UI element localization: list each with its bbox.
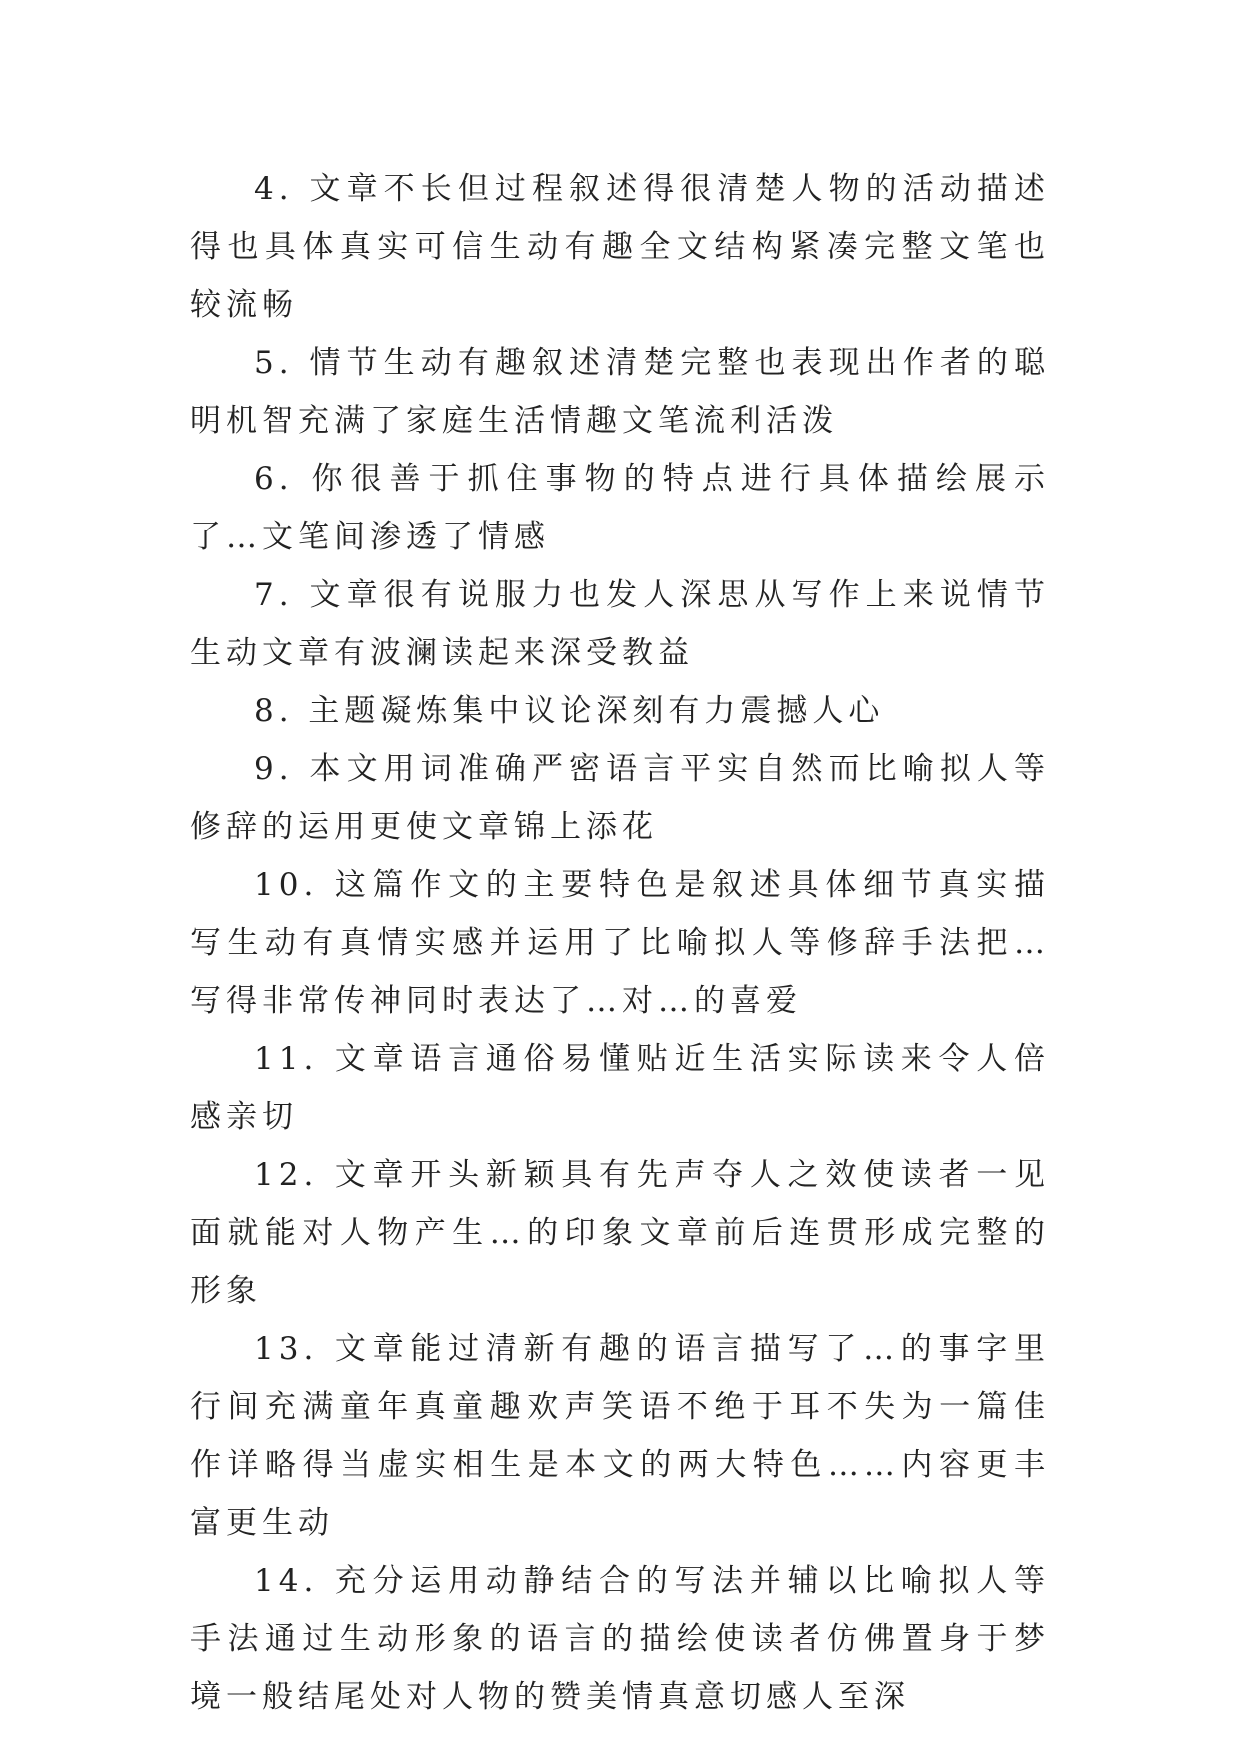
paragraph-item-12: 12. 文章开头新颖具有先声夺人之效使读者一见面就能对人物产生…的印象文章前后连贯形成完整的形象 bbox=[190, 1157, 1050, 1309]
paragraph-item-5: 5. 情节生动有趣叙述清楚完整也表现出作者的聪明机智充满了家庭生活情趣文笔流利活泼 bbox=[190, 345, 1050, 439]
document-body bbox=[190, 160, 1050, 1726]
paragraph-item-4: 4. 文章不长但过程叙述得很清楚人物的活动描述得也具体真实可信生动有趣全文结构紧凑完整文笔也较流畅 bbox=[190, 171, 1050, 323]
paragraph-item-13: 13. 文章能过清新有趣的语言描写了…的事字里行间充满童年真童趣欢声笑语不绝于耳不失为一篇佳作详略得当虚实相生是本文的两大特色……内容更丰富更生动 bbox=[190, 1331, 1050, 1541]
paragraph-item-11: 11. 文章语言通俗易懂贴近生活实际读来令人倍感亲切 bbox=[190, 1041, 1050, 1135]
paragraph-item-10: 10. 这篇作文的主要特色是叙述具体细节真实描写生动有真情实感并运用了比喻拟人等修辞手法把…写得非常传神同时表达了…对…的喜爱 bbox=[190, 867, 1050, 1019]
paragraph-item-7: 7. 文章很有说服力也发人深思从写作上来说情节生动文章有波澜读起来深受教益 bbox=[190, 577, 1050, 671]
paragraph-item-9: 9. 本文用词准确严密语言平实自然而比喻拟人等修辞的运用更使文章锦上添花 bbox=[190, 751, 1050, 845]
paragraph-item-6: 6. 你很善于抓住事物的特点进行具体描绘展示了…文笔间渗透了情感 bbox=[190, 461, 1050, 555]
paragraph-item-14: 14. 充分运用动静结合的写法并辅以比喻拟人等手法通过生动形象的语言的描绘使读者仿佛置身于梦境一般结尾处对人物的赞美情真意切感人至深 bbox=[190, 1563, 1050, 1715]
paragraph-item-8: 8. 主题凝炼集中议论深刻有力震撼人心 bbox=[254, 693, 885, 729]
